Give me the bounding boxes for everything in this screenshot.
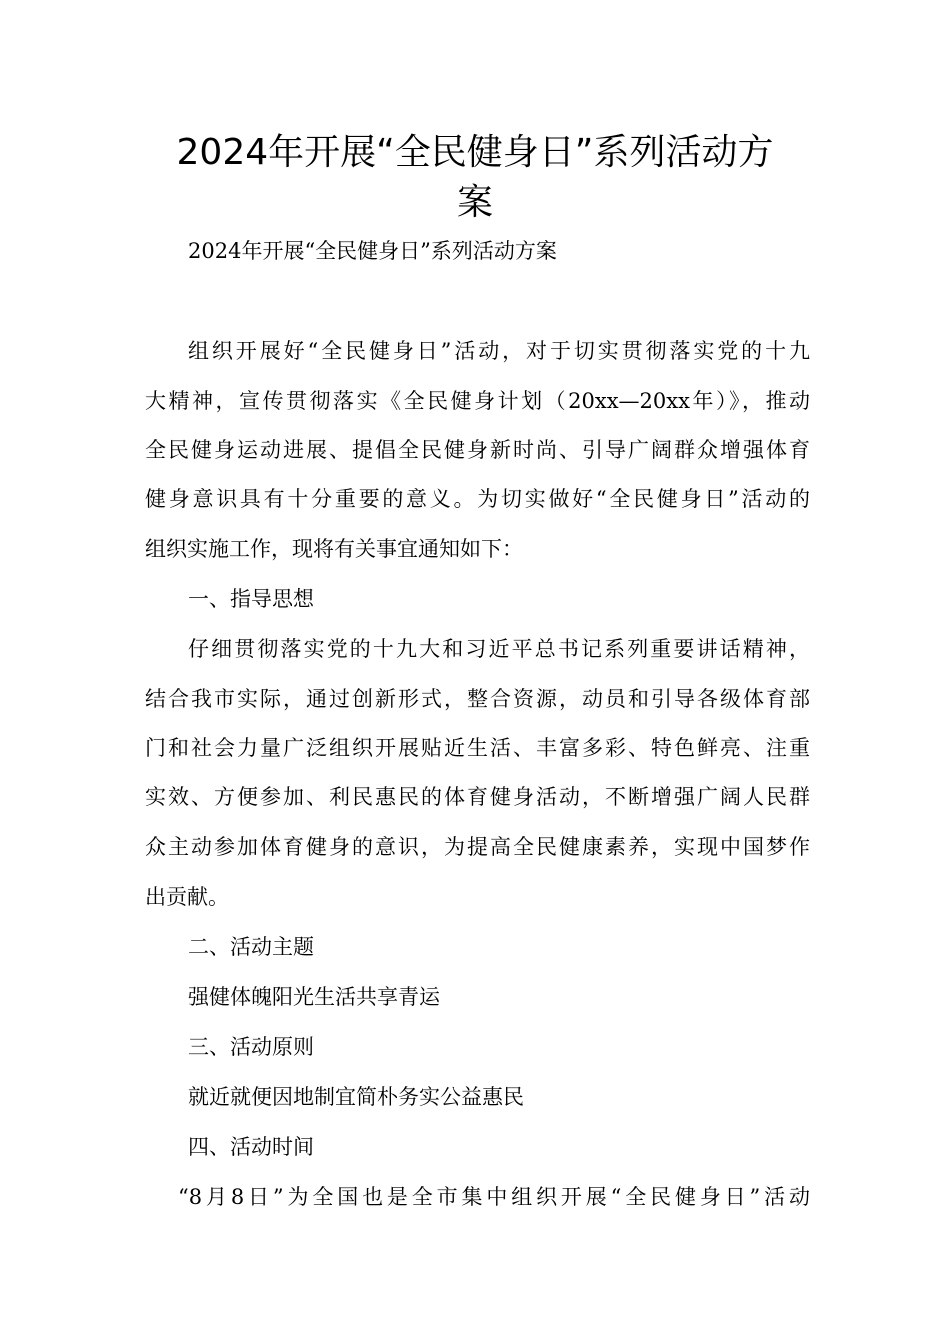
document-title-line-1: 2024年开展“全民健身日”系列活动方 (176, 132, 774, 173)
paragraph-line: 组织实施工作，现将有关事宜通知如下： (145, 537, 523, 561)
paragraph-line: “8月8日”为全国也是全市集中组织开展“全民健身日”活动 (178, 1185, 810, 1209)
paragraph-line: 仔细贯彻落实党的十九大和习近平总书记系列重要讲话精神， (188, 637, 810, 661)
section-heading: 二、活动主题 (188, 935, 314, 959)
paragraph-line: 健身意识具有十分重要的意义。为切实做好“全民健身日”活动的 (145, 487, 810, 511)
paragraph-line: 结合我市实际，通过创新形式，整合资源，动员和引导各级体育部 (145, 687, 810, 711)
paragraph-line: 众主动参加体育健身的意识，为提高全民健康素养，实现中国梦作 (145, 835, 810, 859)
paragraph-line: 出贡献。 (145, 885, 229, 909)
section-heading: 三、活动原则 (188, 1035, 314, 1059)
paragraph-line: 全民健身运动进展、提倡全民健身新时尚、引导广阔群众增强体育 (145, 438, 810, 462)
document-subtitle: 2024年开展“全民健身日”系列活动方案 (188, 239, 557, 263)
section-body: 强健体魄阳光生活共享青运 (188, 985, 440, 1009)
paragraph-line: 门和社会力量广泛组织开展贴近生活、丰富多彩、特色鲜亮、注重 (145, 736, 810, 760)
section-heading: 一、指导思想 (188, 587, 314, 611)
document-title-line-2: 案 (456, 182, 493, 223)
section-heading: 四、活动时间 (188, 1135, 314, 1159)
paragraph-line: 实效、方便参加、利民惠民的体育健身活动，不断增强广阔人民群 (145, 785, 810, 809)
section-body: 就近就便因地制宜简朴务实公益惠民 (188, 1085, 524, 1109)
paragraph-line: 大精神，宣传贯彻落实《全民健身计划（20xx—20xx年）》，推动 (145, 389, 810, 413)
paragraph-line: 组织开展好“全民健身日”活动，对于切实贯彻落实党的十九 (188, 339, 810, 363)
